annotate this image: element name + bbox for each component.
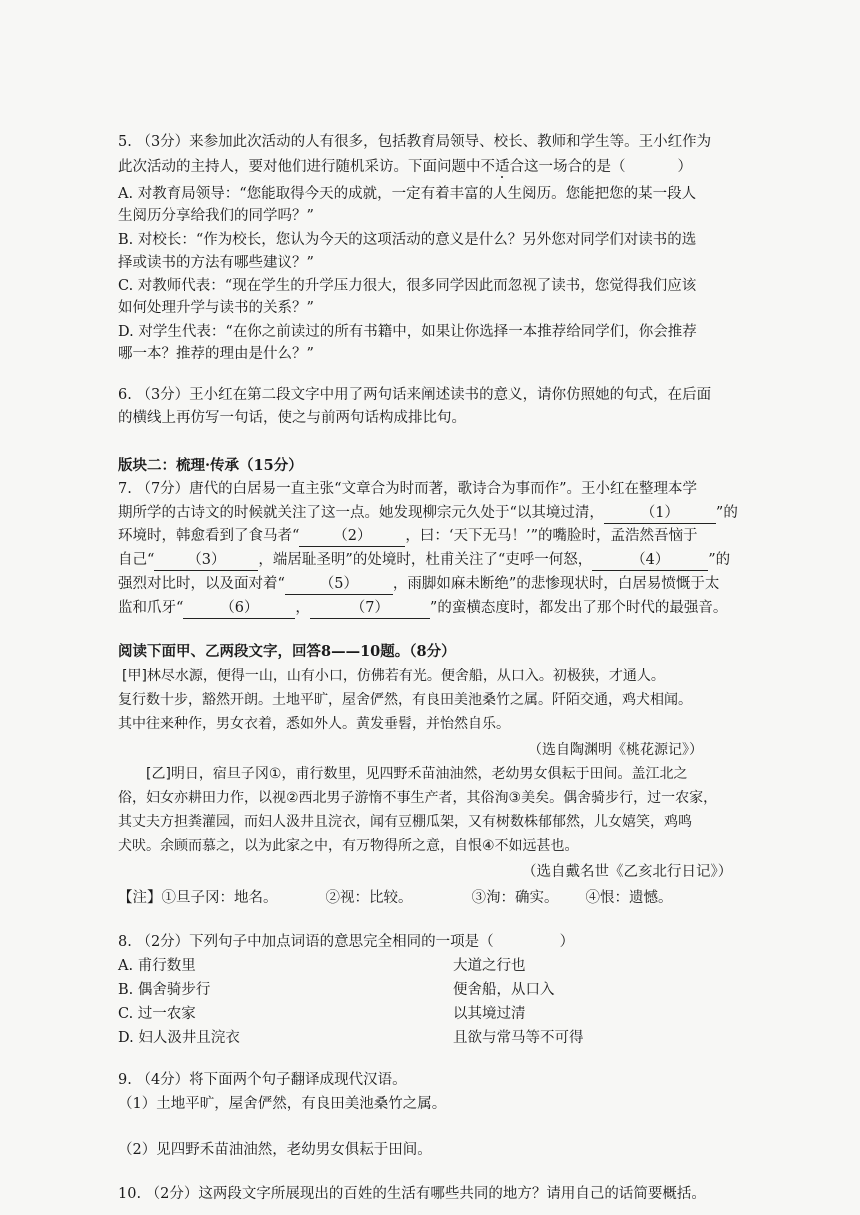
q5-stem-close: ） [677, 159, 692, 175]
q7-text: ， [295, 600, 310, 616]
q7-text: ，曰：‘天下无马！’”的嘴脸时，孟浩然吾恼于 [405, 528, 698, 544]
q5-stem-line-2 [118, 157, 692, 177]
q7-line-4 [118, 550, 730, 571]
q8-stem: 8. （2分）下列句子中加点词语的意思完全相同的一项是（ [118, 934, 494, 950]
passage-jia-source: （选自陶渊明《桃花源记》） [528, 742, 703, 758]
note-4: ④恨：遗憾。 [585, 890, 673, 906]
q7-blank-7[interactable]: （7） [310, 598, 430, 619]
q8-option-b-right: 便舍船，从口入 [453, 982, 555, 998]
q10-stem: 10. （2分）这两段文字所展现出的百姓的生活有哪些共同的地方？请用自己的话简要概括。 [118, 1186, 706, 1202]
q7-text: 期所学的古诗文的时候就关注了这一点。她发现柳宗元久处于“以其境过清， [118, 505, 604, 521]
q9-sentence-2: （2）见四野禾苗油油然，老幼男女俱耘于田间。 [118, 1142, 432, 1158]
q5-option-c-line-2: 如何处理升学与读书的关系？” [118, 300, 314, 316]
q7-line-5 [118, 574, 719, 595]
note-3: ③洵：确实。 [471, 890, 559, 906]
passage-jia-line-3: 其中往来种作，男女衣着，悉如外人。黄发垂髫，并怡然自乐。 [118, 716, 510, 732]
passage-yi-line-3: 其丈夫方担粪灌园，而妇人汲井且浣衣，闻有豆棚瓜架，又有树数株郁郁然，儿女嬉笑，鸡鸣 [118, 814, 692, 830]
q8-option-d [118, 1028, 738, 1048]
passage-yi-line-4: 犬吠。余顾而慕之，以为此家之中，有万物得所之意，自恨④不如远甚也。 [118, 838, 579, 854]
q5-option-a-line-1: A. 对教育局领导：“您能取得今天的成就，一定有着丰富的人生阅历。您能把您的某一段人 [118, 186, 697, 202]
q8-option-c-left: C. 过一农家 [118, 1006, 196, 1022]
notes-line [118, 888, 673, 908]
note-1: ①旦子冈：地名。 [161, 890, 278, 906]
passage-yi-line-1: [乙]明日，宿旦子冈①，甫行数里，见四野禾苗油油然，老幼男女俱耘于田间。盖江北之 [146, 766, 688, 782]
q7-text: ”的 [708, 552, 731, 568]
q7-blank-4[interactable]: （4） [592, 550, 708, 571]
q5-stem-end: 这一场合的是（ [524, 159, 626, 175]
q7-text: 环境时，韩愈看到了食马者“ [118, 528, 300, 544]
q6-line-2: 的横线上再仿写一句话，使之与前两句话构成排比句。 [118, 410, 466, 426]
q7-text: ”的蛮横态度时，都发出了那个时代的最强音。 [429, 600, 728, 616]
q9-stem: 9. （4分）将下面两个句子翻译成现代汉语。 [118, 1072, 407, 1088]
q8-option-d-left: D. 妇人汲井且浣衣 [118, 1030, 240, 1046]
q7-text: ，端居耻圣明”的处境时，杜甫关注了“吏呼一何怒， [258, 552, 593, 568]
q5-option-b-line-2: 择或读书的方法有哪些建议？” [118, 255, 314, 271]
reading-intro: 阅读下面甲、乙两段文字，回答8——10题。（8分） [118, 643, 456, 660]
q5-option-c-line-1: C. 对教师代表：“现在学生的升学压力很大，很多同学因此而忽视了读书，您觉得我们应该 [118, 278, 697, 294]
q8-option-a [118, 956, 738, 976]
q8-stem-close: ） [559, 934, 575, 950]
q8-option-b-left: B. 偶舍骑步行 [118, 982, 211, 998]
q7-text: ，雨脚如麻未断绝”的悲惨现状时，白居易愤慨于太 [392, 576, 720, 592]
q5-option-a-line-2: 生阅历分享给我们的同学吗？” [118, 208, 314, 224]
note-2: ②视：比较。 [325, 890, 413, 906]
q7-text: 自己“ [118, 552, 155, 568]
q5-stem-line-1: 5. （3分）来参加此次活动的人有很多，包括教育局领导、校长、教师和学生等。王小红作为 [118, 134, 712, 150]
q7-text: 强烈对比时，以及面对着“ [118, 576, 285, 592]
q5-option-b-line-1: B. 对校长：“作为校长，您认为今天的这项活动的意义是什么？另外您对同学们对读书的选 [118, 232, 697, 248]
q6-line-1: 6. （3分）王小红在第二段文字中用了两句话来阐述读书的意义，请你仿照她的句式，在后面 [118, 387, 712, 403]
passage-jia-line-1: [甲]林尽水源，便得一山，山有小口，仿佛若有光。便舍船，从口入。初极狭，才通人。 [122, 668, 665, 684]
q7-blank-3[interactable]: （3） [154, 550, 258, 571]
passage-yi-source: （选自戴名世《乙亥北行日记》） [522, 864, 733, 880]
q9-sentence-1: （1）土地平旷，屋舍俨然，有良田美池桑竹之属。 [118, 1096, 447, 1112]
q8-option-a-left: A. 甫行数里 [118, 958, 196, 974]
q7-line-3 [118, 526, 698, 547]
q7-line-1: 7. （7分）唐代的白居易一直主张“文章合为时而著，歌诗合为事而作”。王小红在整理本学 [118, 481, 697, 497]
q7-blank-6[interactable]: （6） [183, 598, 295, 619]
q8-stem-line [118, 932, 574, 952]
q8-option-c [118, 1004, 738, 1024]
passage-yi-line-2: 俗，妇女亦耕田力作，以视②西北男子游惰不事生产者，其俗洵③美矣。偶舍骑步行，过一农家， [118, 790, 718, 806]
q8-option-d-right: 且欲与常马等不可得 [453, 1030, 584, 1046]
q5-dotted-emphasis: 不适合 [480, 159, 524, 175]
q7-line-6 [118, 598, 727, 619]
q7-text: ”的 [715, 505, 738, 521]
q8-option-a-right: 大道之行也 [453, 958, 526, 974]
q8-option-c-right: 以其境过清 [453, 1006, 526, 1022]
q5-stem-text: 此次活动的主持人，要对他们进行随机采访。下面问题中 [118, 159, 481, 175]
q5-option-d-line-1: D. 对学生代表：“在你之前读过的所有书籍中，如果让你选择一本推荐给同学们，你会推荐 [118, 324, 697, 340]
q5-option-d-line-2: 哪一本？推荐的理由是什么？” [118, 346, 314, 362]
notes-label: 【注】 [118, 890, 162, 906]
q8-option-b [118, 980, 738, 1000]
passage-jia-line-2: 复行数十步，豁然开朗。土地平旷，屋舍俨然，有良田美池桑竹之属。阡陌交通，鸡犬相闻。 [118, 692, 692, 708]
q7-blank-5[interactable]: （5） [285, 574, 393, 595]
q7-blank-2[interactable]: （2） [299, 526, 405, 547]
section-2-title: 版块二：梳理·传承（15分） [118, 457, 303, 474]
q7-line-2 [118, 503, 738, 524]
q7-text: 监和爪牙“ [118, 600, 184, 616]
q7-blank-1[interactable]: （1） [604, 503, 716, 524]
